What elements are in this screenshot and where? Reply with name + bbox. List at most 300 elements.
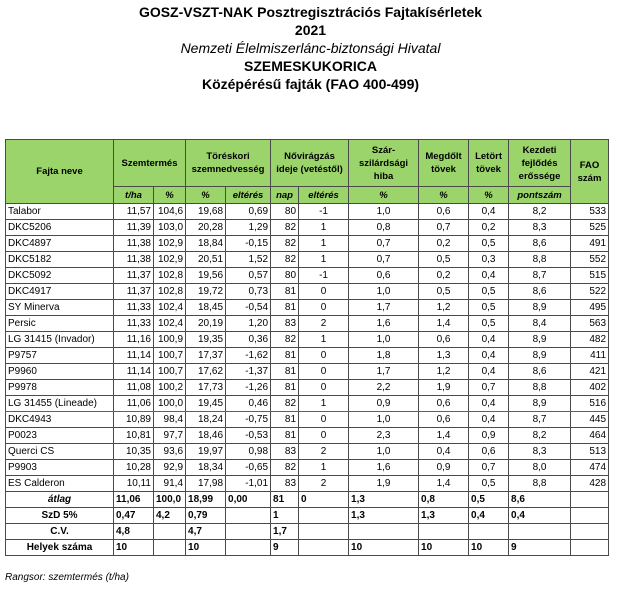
moisture-dev-cell: 0,98 <box>226 444 271 460</box>
vigor-cell: 8,6 <box>509 236 571 252</box>
moisture-cell: 19,56 <box>186 268 226 284</box>
moisture-dev-cell: -0,15 <box>226 236 271 252</box>
yield-t-ha-cell: 11,14 <box>114 348 154 364</box>
silking-days-cell: 83 <box>271 476 299 492</box>
yield-pct-cell: 98,4 <box>154 412 186 428</box>
report-group: Középérésű fajták (FAO 400-499) <box>201 76 420 92</box>
vigor-cell: 8,7 <box>509 268 571 284</box>
table-row <box>6 268 609 284</box>
variety-name-cell: DKC4897 <box>6 236 114 252</box>
moisture-dev-cell: 1,20 <box>226 316 271 332</box>
lodged-cell: 1,9 <box>419 380 469 396</box>
stalk-fail-cell: 1,0 <box>349 284 419 300</box>
variety-name-cell: DKC4917 <box>6 284 114 300</box>
silking-dev-cell: 0 <box>299 412 349 428</box>
broken-cell: 0,9 <box>469 428 509 444</box>
stalk-fail-cell: 1,7 <box>349 300 419 316</box>
silking-days-cell: 82 <box>271 236 299 252</box>
summary-cell: 0,8 <box>419 492 469 508</box>
table-row <box>6 316 609 332</box>
broken-cell: 0,5 <box>469 476 509 492</box>
moisture-cell: 20,19 <box>186 316 226 332</box>
summary-cell: 1,3 <box>419 508 469 524</box>
moisture-dev-cell: 1,52 <box>226 252 271 268</box>
yield-pct-cell: 100,7 <box>154 348 186 364</box>
moisture-cell: 17,98 <box>186 476 226 492</box>
yield-t-ha-cell: 11,33 <box>114 300 154 316</box>
stalk-fail-cell: 1,6 <box>349 316 419 332</box>
broken-cell: 0,7 <box>469 460 509 476</box>
yield-t-ha-cell: 10,81 <box>114 428 154 444</box>
summary-cell <box>154 524 186 540</box>
silking-days-cell: 81 <box>271 364 299 380</box>
summary-cell: 0,4 <box>469 508 509 524</box>
silking-dev-cell: 0 <box>299 364 349 380</box>
report-year: 2021 <box>294 22 327 38</box>
broken-cell: 0,4 <box>469 268 509 284</box>
summary-cell: 1 <box>271 508 299 524</box>
variety-name-cell: P9978 <box>6 380 114 396</box>
report-crop: SZEMESKUKORICA <box>243 58 377 74</box>
summary-cell <box>226 540 271 556</box>
summary-cell <box>509 524 571 540</box>
fao-number-cell: 474 <box>571 460 609 476</box>
col-header-fao: FAO szám <box>571 140 609 204</box>
silking-days-cell: 81 <box>271 284 299 300</box>
moisture-dev-cell: -0,75 <box>226 412 271 428</box>
moisture-dev-cell: -0,54 <box>226 300 271 316</box>
moisture-dev-cell: -0,65 <box>226 460 271 476</box>
lodged-cell: 1,4 <box>419 428 469 444</box>
summary-cell: 81 <box>271 492 299 508</box>
report-title: GOSZ-VSZT-NAK Posztregisztrációs Fajtakísérletek <box>138 4 483 20</box>
stalk-fail-cell: 1,0 <box>349 412 419 428</box>
broken-cell: 0,4 <box>469 396 509 412</box>
footnote: Rangsor: szemtermés (t/ha) <box>5 572 129 583</box>
moisture-cell: 19,97 <box>186 444 226 460</box>
yield-pct-cell: 102,4 <box>154 300 186 316</box>
vigor-cell: 8,9 <box>509 348 571 364</box>
moisture-cell: 20,51 <box>186 252 226 268</box>
fao-number-cell: 522 <box>571 284 609 300</box>
yield-pct-cell: 103,0 <box>154 220 186 236</box>
col-header-lodged: Megdőlt tövek <box>419 140 469 187</box>
stalk-fail-cell: 2,3 <box>349 428 419 444</box>
silking-dev-cell: 1 <box>299 220 349 236</box>
stalk-fail-cell: 2,2 <box>349 380 419 396</box>
col-header-broken: Letört tövek <box>469 140 509 187</box>
silking-dev-cell: 2 <box>299 476 349 492</box>
fao-number-cell: 515 <box>571 268 609 284</box>
variety-name-cell: P9757 <box>6 348 114 364</box>
summary-cell: 0,5 <box>469 492 509 508</box>
summary-cell: 1,3 <box>349 492 419 508</box>
unit-elteres: eltérés <box>226 187 271 204</box>
unit-pct: % <box>349 187 419 204</box>
moisture-cell: 18,34 <box>186 460 226 476</box>
table-row <box>6 348 609 364</box>
table-row <box>6 284 609 300</box>
stalk-fail-cell: 1,0 <box>349 332 419 348</box>
yield-pct-cell: 104,6 <box>154 204 186 220</box>
yield-pct-cell: 102,9 <box>154 236 186 252</box>
summary-label: SzD 5% <box>6 508 114 524</box>
silking-dev-cell: -1 <box>299 204 349 220</box>
stalk-fail-cell: 1,0 <box>349 444 419 460</box>
table-row <box>6 444 609 460</box>
results-table <box>5 139 609 556</box>
moisture-cell: 20,28 <box>186 220 226 236</box>
silking-days-cell: 80 <box>271 268 299 284</box>
summary-rows <box>6 492 609 556</box>
silking-dev-cell: 0 <box>299 428 349 444</box>
broken-cell: 0,4 <box>469 332 509 348</box>
vigor-cell: 8,0 <box>509 460 571 476</box>
summary-cell: 9 <box>271 540 299 556</box>
header-row <box>6 140 609 187</box>
vigor-cell: 8,8 <box>509 252 571 268</box>
summary-cell <box>299 508 349 524</box>
moisture-cell: 17,62 <box>186 364 226 380</box>
moisture-dev-cell: -0,53 <box>226 428 271 444</box>
summary-cell: 0,79 <box>186 508 226 524</box>
unit-pct: % <box>419 187 469 204</box>
broken-cell: 0,4 <box>469 412 509 428</box>
summary-cell <box>469 524 509 540</box>
lodged-cell: 0,7 <box>419 220 469 236</box>
variety-name-cell: DKC5206 <box>6 220 114 236</box>
table-row <box>6 396 609 412</box>
variety-name-cell: SY Minerva <box>6 300 114 316</box>
fao-number-cell: 491 <box>571 236 609 252</box>
stalk-fail-cell: 1,8 <box>349 348 419 364</box>
variety-name-cell: P9960 <box>6 364 114 380</box>
variety-name-cell: P9903 <box>6 460 114 476</box>
silking-days-cell: 81 <box>271 300 299 316</box>
fao-number-cell: 402 <box>571 380 609 396</box>
moisture-cell: 18,84 <box>186 236 226 252</box>
col-header-name: Fajta neve <box>6 140 114 204</box>
silking-dev-cell: 0 <box>299 348 349 364</box>
fao-number-cell: 533 <box>571 204 609 220</box>
summary-cell: 0,47 <box>114 508 154 524</box>
summary-cell: 1,7 <box>271 524 299 540</box>
summary-cell <box>154 540 186 556</box>
lodged-cell: 1,4 <box>419 476 469 492</box>
col-header-vigor: Kezdeti fejlődés erőssége <box>509 140 571 187</box>
variety-name-cell: DKC5092 <box>6 268 114 284</box>
table-row <box>6 428 609 444</box>
summary-cell: 0,4 <box>509 508 571 524</box>
table-row <box>6 332 609 348</box>
lodged-cell: 0,6 <box>419 412 469 428</box>
fao-number-cell: 495 <box>571 300 609 316</box>
unit-pct: % <box>469 187 509 204</box>
silking-days-cell: 81 <box>271 412 299 428</box>
variety-rows <box>6 204 609 492</box>
table-row <box>6 476 609 492</box>
moisture-dev-cell: 0,57 <box>226 268 271 284</box>
moisture-dev-cell: 0,46 <box>226 396 271 412</box>
yield-pct-cell: 100,0 <box>154 396 186 412</box>
yield-t-ha-cell: 11,38 <box>114 252 154 268</box>
fao-number-cell: 421 <box>571 364 609 380</box>
broken-cell: 0,4 <box>469 204 509 220</box>
summary-cell <box>349 524 419 540</box>
silking-days-cell: 80 <box>271 204 299 220</box>
moisture-cell: 19,35 <box>186 332 226 348</box>
lodged-cell: 0,2 <box>419 236 469 252</box>
unit-pct: % <box>154 187 186 204</box>
yield-pct-cell: 91,4 <box>154 476 186 492</box>
yield-pct-cell: 100,2 <box>154 380 186 396</box>
stalk-fail-cell: 1,6 <box>349 460 419 476</box>
results-table-wrapper <box>5 139 608 570</box>
summary-cell <box>571 492 609 508</box>
silking-days-cell: 81 <box>271 348 299 364</box>
lodged-cell: 1,2 <box>419 364 469 380</box>
yield-t-ha-cell: 11,08 <box>114 380 154 396</box>
lodged-cell: 0,6 <box>419 396 469 412</box>
broken-cell: 0,5 <box>469 300 509 316</box>
stalk-fail-cell: 0,6 <box>349 268 419 284</box>
lodged-cell: 0,5 <box>419 284 469 300</box>
fao-number-cell: 428 <box>571 476 609 492</box>
yield-pct-cell: 100,9 <box>154 332 186 348</box>
silking-dev-cell: -1 <box>299 268 349 284</box>
summary-label: átlag <box>6 492 114 508</box>
silking-dev-cell: 2 <box>299 316 349 332</box>
summary-row-cv <box>6 524 609 540</box>
silking-days-cell: 82 <box>271 252 299 268</box>
col-header-silking: Nővirágzás ideje (vetéstől) <box>271 140 349 187</box>
summary-cell: 10 <box>349 540 419 556</box>
broken-cell: 0,4 <box>469 348 509 364</box>
summary-row-atlag <box>6 492 609 508</box>
yield-pct-cell: 102,4 <box>154 316 186 332</box>
table-row <box>6 236 609 252</box>
lodged-cell: 0,5 <box>419 252 469 268</box>
broken-cell: 0,3 <box>469 252 509 268</box>
moisture-cell: 17,37 <box>186 348 226 364</box>
moisture-dev-cell: -1,37 <box>226 364 271 380</box>
table-row <box>6 380 609 396</box>
broken-cell: 0,7 <box>469 380 509 396</box>
variety-name-cell: DKC5182 <box>6 252 114 268</box>
unit-t-ha: t/ha <box>114 187 154 204</box>
vigor-cell: 8,9 <box>509 332 571 348</box>
stalk-fail-cell: 0,9 <box>349 396 419 412</box>
stalk-fail-cell: 0,7 <box>349 236 419 252</box>
vigor-cell: 8,6 <box>509 364 571 380</box>
moisture-dev-cell: 0,69 <box>226 204 271 220</box>
fao-number-cell: 525 <box>571 220 609 236</box>
moisture-cell: 19,72 <box>186 284 226 300</box>
summary-cell: 11,06 <box>114 492 154 508</box>
yield-pct-cell: 102,9 <box>154 252 186 268</box>
stalk-fail-cell: 0,8 <box>349 220 419 236</box>
broken-cell: 0,5 <box>469 316 509 332</box>
summary-cell <box>226 524 271 540</box>
summary-cell: 4,7 <box>186 524 226 540</box>
yield-pct-cell: 102,8 <box>154 268 186 284</box>
variety-name-cell: P0023 <box>6 428 114 444</box>
summary-cell: 10 <box>419 540 469 556</box>
silking-dev-cell: 0 <box>299 300 349 316</box>
silking-dev-cell: 1 <box>299 332 349 348</box>
table-row <box>6 252 609 268</box>
moisture-cell: 18,24 <box>186 412 226 428</box>
unit-nap: nap <box>271 187 299 204</box>
lodged-cell: 0,2 <box>419 268 469 284</box>
stalk-fail-cell: 1,9 <box>349 476 419 492</box>
vigor-cell: 8,3 <box>509 220 571 236</box>
moisture-cell: 19,68 <box>186 204 226 220</box>
silking-days-cell: 82 <box>271 460 299 476</box>
fao-number-cell: 552 <box>571 252 609 268</box>
lodged-cell: 1,2 <box>419 300 469 316</box>
variety-name-cell: Persic <box>6 316 114 332</box>
broken-cell: 0,5 <box>469 236 509 252</box>
yield-t-ha-cell: 11,33 <box>114 316 154 332</box>
variety-name-cell: LG 31415 (Invador) <box>6 332 114 348</box>
yield-t-ha-cell: 11,16 <box>114 332 154 348</box>
fao-number-cell: 445 <box>571 412 609 428</box>
variety-name-cell: LG 31455 (Lineade) <box>6 396 114 412</box>
summary-cell <box>226 508 271 524</box>
summary-row-helyek <box>6 540 609 556</box>
silking-days-cell: 81 <box>271 380 299 396</box>
yield-t-ha-cell: 10,35 <box>114 444 154 460</box>
vigor-cell: 8,2 <box>509 428 571 444</box>
summary-cell: 10 <box>186 540 226 556</box>
summary-cell <box>419 524 469 540</box>
variety-name-cell: ES Calderon <box>6 476 114 492</box>
silking-dev-cell: 0 <box>299 380 349 396</box>
silking-days-cell: 82 <box>271 396 299 412</box>
vigor-cell: 8,8 <box>509 476 571 492</box>
summary-cell: 0 <box>299 492 349 508</box>
summary-cell: 9 <box>509 540 571 556</box>
yield-t-ha-cell: 11,37 <box>114 284 154 300</box>
lodged-cell: 0,4 <box>419 444 469 460</box>
yield-t-ha-cell: 11,14 <box>114 364 154 380</box>
lodged-cell: 0,6 <box>419 332 469 348</box>
vigor-cell: 8,4 <box>509 316 571 332</box>
vigor-cell: 8,9 <box>509 300 571 316</box>
col-header-yield: Szemtermés <box>114 140 186 187</box>
table-row <box>6 412 609 428</box>
summary-cell <box>571 524 609 540</box>
lodged-cell: 1,3 <box>419 348 469 364</box>
moisture-dev-cell: 0,73 <box>226 284 271 300</box>
lodged-cell: 1,4 <box>419 316 469 332</box>
unit-elteres: eltérés <box>299 187 349 204</box>
unit-pontszam: pontszám <box>509 187 571 204</box>
table-row <box>6 460 609 476</box>
silking-days-cell: 82 <box>271 332 299 348</box>
moisture-cell: 19,45 <box>186 396 226 412</box>
summary-row-szd <box>6 508 609 524</box>
summary-cell: 0,00 <box>226 492 271 508</box>
lodged-cell: 0,9 <box>419 460 469 476</box>
summary-cell <box>571 540 609 556</box>
broken-cell: 0,4 <box>469 364 509 380</box>
yield-t-ha-cell: 10,11 <box>114 476 154 492</box>
variety-name-cell: Querci CS <box>6 444 114 460</box>
yield-t-ha-cell: 10,89 <box>114 412 154 428</box>
silking-dev-cell: 1 <box>299 396 349 412</box>
vigor-cell: 8,2 <box>509 204 571 220</box>
lodged-cell: 0,6 <box>419 204 469 220</box>
moisture-dev-cell: -1,26 <box>226 380 271 396</box>
yield-pct-cell: 102,8 <box>154 284 186 300</box>
moisture-dev-cell: -1,62 <box>226 348 271 364</box>
variety-name-cell: DKC4943 <box>6 412 114 428</box>
moisture-dev-cell: 1,29 <box>226 220 271 236</box>
report-agency: Nemzeti Élelmiszerlánc-biztonsági Hivatal <box>180 40 441 56</box>
silking-dev-cell: 2 <box>299 444 349 460</box>
moisture-cell: 18,45 <box>186 300 226 316</box>
yield-t-ha-cell: 11,38 <box>114 236 154 252</box>
summary-cell <box>571 508 609 524</box>
fao-number-cell: 482 <box>571 332 609 348</box>
moisture-dev-cell: 0,36 <box>226 332 271 348</box>
yield-pct-cell: 100,7 <box>154 364 186 380</box>
stalk-fail-cell: 1,7 <box>349 364 419 380</box>
vigor-cell: 8,8 <box>509 380 571 396</box>
vigor-cell: 8,6 <box>509 284 571 300</box>
silking-dev-cell: 1 <box>299 252 349 268</box>
silking-days-cell: 83 <box>271 444 299 460</box>
table-row <box>6 300 609 316</box>
fao-number-cell: 464 <box>571 428 609 444</box>
summary-cell: 100,0 <box>154 492 186 508</box>
moisture-cell: 17,73 <box>186 380 226 396</box>
moisture-cell: 18,46 <box>186 428 226 444</box>
silking-dev-cell: 1 <box>299 236 349 252</box>
vigor-cell: 8,7 <box>509 412 571 428</box>
moisture-dev-cell: -1,01 <box>226 476 271 492</box>
summary-cell: 1,3 <box>349 508 419 524</box>
broken-cell: 0,5 <box>469 284 509 300</box>
yield-t-ha-cell: 11,39 <box>114 220 154 236</box>
silking-days-cell: 81 <box>271 428 299 444</box>
yield-t-ha-cell: 10,28 <box>114 460 154 476</box>
summary-label: Helyek száma <box>6 540 114 556</box>
yield-pct-cell: 97,7 <box>154 428 186 444</box>
yield-pct-cell: 92,9 <box>154 460 186 476</box>
broken-cell: 0,6 <box>469 444 509 460</box>
yield-t-ha-cell: 11,37 <box>114 268 154 284</box>
stalk-fail-cell: 0,7 <box>349 252 419 268</box>
yield-pct-cell: 93,6 <box>154 444 186 460</box>
fao-number-cell: 411 <box>571 348 609 364</box>
variety-name-cell: Talabor <box>6 204 114 220</box>
col-header-stalk: Szár-szilárdsági hiba <box>349 140 419 187</box>
summary-cell: 10 <box>114 540 154 556</box>
table-row <box>6 364 609 380</box>
col-header-moisture: Töréskori szemnedvesség <box>186 140 271 187</box>
fao-number-cell: 513 <box>571 444 609 460</box>
silking-dev-cell: 1 <box>299 460 349 476</box>
unit-pct: % <box>186 187 226 204</box>
summary-cell <box>299 524 349 540</box>
summary-cell: 4,2 <box>154 508 186 524</box>
summary-cell: 10 <box>469 540 509 556</box>
vigor-cell: 8,9 <box>509 396 571 412</box>
silking-dev-cell: 0 <box>299 284 349 300</box>
